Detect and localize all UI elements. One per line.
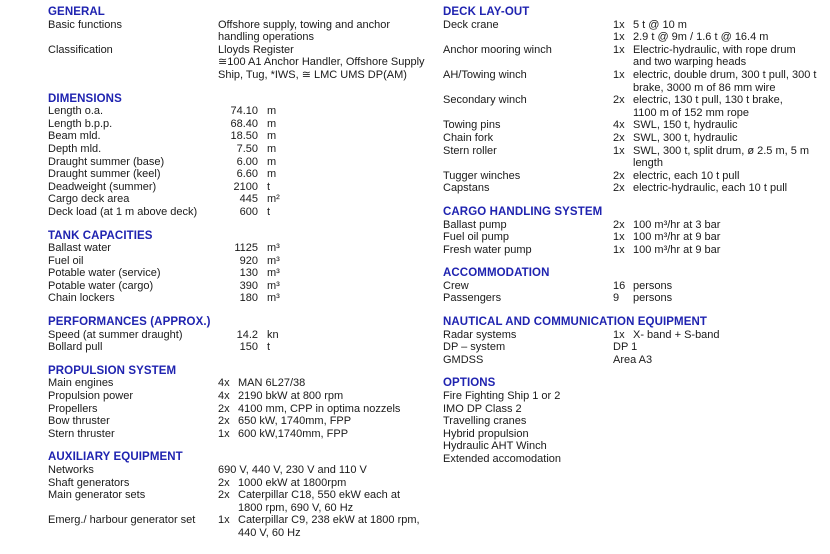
row-quantity: 1x bbox=[613, 18, 625, 31]
row-unit: m³ bbox=[267, 292, 280, 305]
spec-row bbox=[48, 390, 438, 403]
row-quantity: 9 bbox=[613, 292, 620, 305]
spec-row bbox=[48, 403, 438, 416]
row-quantity bbox=[613, 107, 633, 120]
row-quantity: 2x bbox=[613, 182, 625, 195]
row-value-number: 1125 bbox=[234, 242, 258, 255]
spec-row bbox=[48, 56, 438, 69]
row-quantity: 2x bbox=[613, 218, 625, 231]
row-label: Chain lockers bbox=[48, 292, 115, 305]
row-label: Passengers bbox=[443, 292, 502, 305]
row-label: Length o.a. bbox=[48, 105, 104, 118]
row-value: 1800 rpm, 690 V, 60 Hz bbox=[238, 501, 354, 514]
row-label: Extended accomodation bbox=[443, 453, 562, 465]
spec-row bbox=[48, 19, 438, 32]
row-label: Crew bbox=[443, 279, 469, 292]
row-unit: m bbox=[267, 142, 277, 155]
row-value-number: 7.50 bbox=[236, 142, 258, 155]
section-title: OPTIONS bbox=[443, 377, 496, 390]
row-label bbox=[48, 31, 218, 44]
row-label: Anchor mooring winch bbox=[443, 43, 552, 56]
row-label: Fuel oil bbox=[48, 254, 84, 267]
section-cargo-handling-system bbox=[443, 206, 827, 256]
spec-row bbox=[48, 105, 438, 118]
row-label: Stern thruster bbox=[48, 427, 115, 440]
row-label: Length b.p.p. bbox=[48, 117, 113, 130]
row-value-number: 68.40 bbox=[230, 117, 258, 130]
row-value: Caterpillar C18, 550 ekW each at bbox=[238, 489, 401, 502]
spec-row bbox=[443, 280, 827, 293]
spec-row bbox=[48, 69, 438, 82]
row-value-number: 180 bbox=[239, 292, 258, 305]
spec-row bbox=[443, 44, 827, 57]
spec-row bbox=[48, 428, 438, 441]
row-label: Speed (at summer draught) bbox=[48, 328, 183, 341]
row-label bbox=[443, 157, 613, 170]
section-performances-approx bbox=[48, 316, 438, 354]
row-label: Hydraulic AHT Winch bbox=[443, 440, 547, 453]
spec-row bbox=[443, 170, 827, 183]
row-value: persons bbox=[633, 292, 673, 305]
spec-row bbox=[443, 19, 827, 32]
spec-row bbox=[443, 119, 827, 132]
row-label: Capstans bbox=[443, 182, 490, 195]
row-label: Depth mld. bbox=[48, 142, 102, 155]
row-value: SWL, 300 t, hydraulic bbox=[633, 131, 738, 144]
row-value: SWL, 300 t, split drum, ø 2.5 m, 5 m bbox=[633, 144, 810, 157]
row-value: handling operations bbox=[218, 31, 315, 44]
spec-row bbox=[48, 527, 438, 540]
row-label: Cargo deck area bbox=[48, 193, 130, 206]
row-value-number: 920 bbox=[239, 254, 258, 267]
section-options bbox=[443, 377, 827, 465]
spec-row bbox=[443, 69, 827, 82]
spec-row bbox=[443, 231, 827, 244]
row-value: 440 V, 60 Hz bbox=[238, 526, 301, 539]
row-value: electric, 130 t pull, 130 t brake, bbox=[633, 94, 783, 107]
row-unit: t bbox=[267, 205, 271, 218]
row-value-number: 445 bbox=[239, 193, 258, 206]
spec-row bbox=[48, 502, 438, 515]
spec-row bbox=[443, 82, 827, 95]
row-value: 1100 m of 152 mm rope bbox=[633, 106, 749, 119]
row-value-number: 14.2 bbox=[236, 328, 258, 341]
row-label: Propulsion power bbox=[48, 390, 133, 403]
row-label: Bollard pull bbox=[48, 341, 103, 354]
row-quantity: 2x bbox=[218, 415, 230, 428]
row-quantity bbox=[613, 82, 633, 95]
row-unit: m bbox=[267, 168, 277, 181]
spec-row bbox=[48, 267, 438, 280]
row-quantity: 4x bbox=[613, 119, 625, 132]
row-quantity: 1x bbox=[218, 514, 230, 527]
spec-row bbox=[443, 157, 827, 170]
row-value-number: 18.50 bbox=[230, 130, 258, 143]
row-label: Chain fork bbox=[443, 131, 494, 144]
spec-row bbox=[443, 292, 827, 305]
row-quantity: 1x bbox=[613, 31, 625, 44]
section-nautical-and-communication-equipment bbox=[443, 316, 827, 366]
row-label: Shaft generators bbox=[48, 476, 130, 489]
row-value: MAN 6L27/38 bbox=[238, 377, 306, 390]
row-value: DP 1 bbox=[613, 341, 638, 354]
row-label: Potable water (service) bbox=[48, 267, 161, 280]
row-value-number: 2100 bbox=[233, 180, 258, 193]
row-unit: m³ bbox=[267, 267, 280, 280]
row-label: GMDSS bbox=[443, 353, 484, 366]
row-value: 100 m³/hr at 9 bar bbox=[633, 231, 721, 244]
section-title: PERFORMANCES (APPROX.) bbox=[48, 316, 211, 329]
row-value: ≅100 A1 Anchor Handler, Offshore Supply bbox=[218, 56, 425, 69]
row-value: brake, 3000 m of 86 mm wire bbox=[633, 81, 776, 94]
spec-row bbox=[48, 255, 438, 268]
spec-row bbox=[443, 31, 827, 44]
spec-row bbox=[48, 292, 438, 305]
row-value: 4100 mm, CPP in optima nozzels bbox=[238, 402, 401, 415]
row-quantity: 16 bbox=[613, 279, 626, 292]
row-quantity: 2x bbox=[613, 94, 625, 107]
spec-row bbox=[48, 118, 438, 131]
row-quantity bbox=[218, 502, 238, 515]
spec-row bbox=[443, 56, 827, 69]
row-label: Draught summer (keel) bbox=[48, 168, 161, 181]
spec-row bbox=[48, 130, 438, 143]
row-quantity bbox=[613, 56, 633, 69]
spec-row bbox=[48, 242, 438, 255]
section-general bbox=[48, 6, 438, 82]
spec-row bbox=[48, 44, 438, 57]
row-quantity: 1x bbox=[613, 68, 625, 81]
row-quantity: 1x bbox=[218, 427, 230, 440]
spec-row bbox=[443, 132, 827, 145]
row-label: Draught summer (base) bbox=[48, 155, 165, 168]
row-value: 1000 ekW at 1800rpm bbox=[238, 476, 347, 489]
spec-row bbox=[443, 390, 827, 403]
section-accommodation bbox=[443, 267, 827, 305]
spec-row bbox=[48, 329, 438, 342]
row-label: Stern roller bbox=[443, 144, 497, 157]
row-unit: t bbox=[267, 180, 271, 193]
spec-row bbox=[443, 329, 827, 342]
row-quantity: 1x bbox=[613, 144, 625, 157]
spec-row bbox=[443, 145, 827, 158]
row-label: Fire Fighting Ship 1 or 2 bbox=[443, 390, 561, 403]
section-title: DIMENSIONS bbox=[48, 92, 122, 105]
row-unit: m³ bbox=[267, 254, 280, 267]
spec-row bbox=[48, 193, 438, 206]
row-value: electric, each 10 t pull bbox=[633, 169, 740, 182]
row-value: persons bbox=[633, 279, 673, 292]
row-value-number: 600 bbox=[239, 205, 258, 218]
row-quantity: 2x bbox=[218, 402, 230, 415]
row-value: 5 t @ 10 m bbox=[633, 18, 687, 31]
row-label: Deadweight (summer) bbox=[48, 180, 157, 193]
row-value-number: 130 bbox=[239, 267, 258, 280]
row-label: Secondary winch bbox=[443, 94, 527, 107]
spec-row bbox=[48, 377, 438, 390]
row-label: Ballast pump bbox=[443, 218, 507, 231]
row-value: SWL, 150 t, hydraulic bbox=[633, 119, 738, 132]
section-title: DECK LAY-OUT bbox=[443, 6, 530, 18]
row-value-number: 74.10 bbox=[230, 105, 258, 118]
row-unit: m³ bbox=[267, 242, 280, 255]
section-title: PROPULSION SYSTEM bbox=[48, 364, 177, 377]
row-value: Offshore supply, towing and anchor bbox=[218, 18, 391, 31]
row-quantity: 2x bbox=[613, 131, 625, 144]
section-auxiliary-equipment bbox=[48, 451, 438, 539]
row-label: Classification bbox=[48, 43, 113, 56]
spec-row bbox=[48, 489, 438, 502]
row-label: Networks bbox=[48, 464, 94, 476]
section-title: ACCOMMODATION bbox=[443, 267, 550, 280]
row-label bbox=[443, 31, 613, 44]
row-quantity: 2x bbox=[613, 169, 625, 182]
row-value: Caterpillar C9, 238 ekW at 1800 rpm, bbox=[238, 514, 420, 527]
row-unit: m³ bbox=[267, 279, 280, 292]
row-unit: m bbox=[267, 155, 277, 168]
row-quantity: 4x bbox=[218, 377, 230, 390]
row-value: 2190 bkW at 800 rpm bbox=[238, 390, 344, 403]
spec-row bbox=[48, 477, 438, 490]
row-value: Ship, Tug, *IWS, ≅ LMC UMS DP(AM) bbox=[218, 68, 407, 81]
row-label: Deck crane bbox=[443, 18, 499, 31]
row-label: Fresh water pump bbox=[443, 243, 532, 256]
row-label: Travelling cranes bbox=[443, 415, 527, 428]
row-label: Bow thruster bbox=[48, 415, 110, 428]
row-label: IMO DP Class 2 bbox=[443, 402, 522, 415]
spec-row bbox=[48, 415, 438, 428]
row-value-number: 150 bbox=[239, 341, 258, 354]
row-quantity: 1x bbox=[613, 328, 625, 341]
row-value-number: 6.00 bbox=[236, 155, 258, 168]
row-quantity: 1x bbox=[613, 43, 625, 56]
right-column bbox=[443, 6, 827, 466]
row-label: Potable water (cargo) bbox=[48, 279, 154, 292]
section-title: CARGO HANDLING SYSTEM bbox=[443, 205, 603, 218]
row-unit: m bbox=[267, 130, 277, 143]
spec-row bbox=[48, 181, 438, 194]
row-value: 650 kW, 1740mm, FPP bbox=[238, 415, 352, 428]
row-label: Radar systems bbox=[443, 328, 517, 341]
row-label bbox=[443, 56, 613, 69]
row-label: Beam mld. bbox=[48, 130, 101, 143]
row-label: Fuel oil pump bbox=[443, 231, 510, 244]
spec-row bbox=[48, 464, 438, 477]
section-title: GENERAL bbox=[48, 6, 105, 18]
row-label: Emerg./ harbour generator set bbox=[48, 514, 196, 527]
row-value-number: 390 bbox=[239, 279, 258, 292]
row-value: and two warping heads bbox=[633, 56, 747, 69]
row-value: X- band + S-band bbox=[633, 328, 720, 341]
spec-row bbox=[443, 244, 827, 257]
section-title: TANK CAPACITIES bbox=[48, 229, 153, 242]
section-propulsion-system bbox=[48, 365, 438, 441]
row-label: Main generator sets bbox=[48, 489, 146, 502]
spec-row bbox=[443, 354, 827, 367]
row-quantity bbox=[218, 527, 238, 540]
spec-row bbox=[48, 168, 438, 181]
spec-row bbox=[443, 107, 827, 120]
row-unit: m bbox=[267, 117, 277, 130]
row-quantity: 2x bbox=[218, 489, 230, 502]
row-label: Main engines bbox=[48, 377, 114, 390]
row-quantity: 1x bbox=[613, 243, 625, 256]
row-label: Tugger winches bbox=[443, 169, 521, 182]
spec-row bbox=[48, 31, 438, 44]
spec-row bbox=[443, 415, 827, 428]
row-value: 600 kW,1740mm, FPP bbox=[238, 427, 349, 440]
row-label bbox=[48, 69, 218, 82]
row-label: Towing pins bbox=[443, 119, 501, 132]
row-label bbox=[48, 56, 218, 69]
row-value: Electric-hydraulic, with rope drum bbox=[633, 43, 796, 56]
row-value: electric, double drum, 300 t pull, 300 t bbox=[633, 68, 817, 81]
spec-row bbox=[48, 156, 438, 169]
row-quantity: 4x bbox=[218, 390, 230, 403]
row-value: length bbox=[633, 157, 663, 170]
spec-row bbox=[48, 514, 438, 527]
section-dimensions bbox=[48, 93, 438, 219]
row-label bbox=[48, 527, 218, 540]
left-column bbox=[48, 6, 438, 540]
section-deck-lay-out bbox=[443, 6, 827, 195]
spec-row bbox=[443, 453, 827, 466]
row-value: electric-hydraulic, each 10 t pull bbox=[633, 182, 788, 195]
spec-row bbox=[48, 206, 438, 219]
spec-row bbox=[443, 94, 827, 107]
row-unit: m bbox=[267, 105, 277, 118]
row-label: Propellers bbox=[48, 402, 98, 415]
row-value: 100 m³/hr at 3 bar bbox=[633, 218, 721, 231]
row-unit: kn bbox=[267, 328, 279, 341]
row-label bbox=[443, 107, 613, 120]
row-quantity: 2x bbox=[218, 476, 230, 489]
row-unit: m² bbox=[267, 193, 280, 206]
spec-row bbox=[443, 440, 827, 453]
spec-row bbox=[443, 182, 827, 195]
section-title: AUXILIARY EQUIPMENT bbox=[48, 451, 183, 464]
row-value: 690 V, 440 V, 230 V and 110 V bbox=[218, 464, 367, 476]
row-label bbox=[48, 502, 218, 515]
row-label: Ballast water bbox=[48, 242, 111, 255]
spec-row bbox=[443, 403, 827, 416]
row-value: 100 m³/hr at 9 bar bbox=[633, 243, 721, 256]
row-value: Area A3 bbox=[613, 353, 653, 366]
spec-row bbox=[48, 143, 438, 156]
row-quantity bbox=[613, 157, 633, 170]
row-value-number: 6.60 bbox=[236, 168, 258, 181]
row-label: DP – system bbox=[443, 341, 506, 354]
row-label: Basic functions bbox=[48, 18, 122, 31]
spec-row bbox=[443, 341, 827, 354]
row-label: AH/Towing winch bbox=[443, 68, 527, 81]
row-value: Lloyds Register bbox=[218, 43, 294, 56]
section-title: NAUTICAL AND COMMUNICATION EQUIPMENT bbox=[443, 316, 708, 329]
row-value: 2.9 t @ 9m / 1.6 t @ 16.4 m bbox=[633, 31, 769, 44]
spec-row bbox=[443, 428, 827, 441]
row-label bbox=[443, 82, 613, 95]
spec-row bbox=[443, 219, 827, 232]
row-quantity: 1x bbox=[613, 231, 625, 244]
spec-row bbox=[48, 341, 438, 354]
row-label: Deck load (at 1 m above deck) bbox=[48, 205, 198, 218]
section-tank-capacities bbox=[48, 230, 438, 306]
spec-row bbox=[48, 280, 438, 293]
row-label: Hybrid propulsion bbox=[443, 427, 529, 440]
row-unit: t bbox=[267, 341, 271, 354]
